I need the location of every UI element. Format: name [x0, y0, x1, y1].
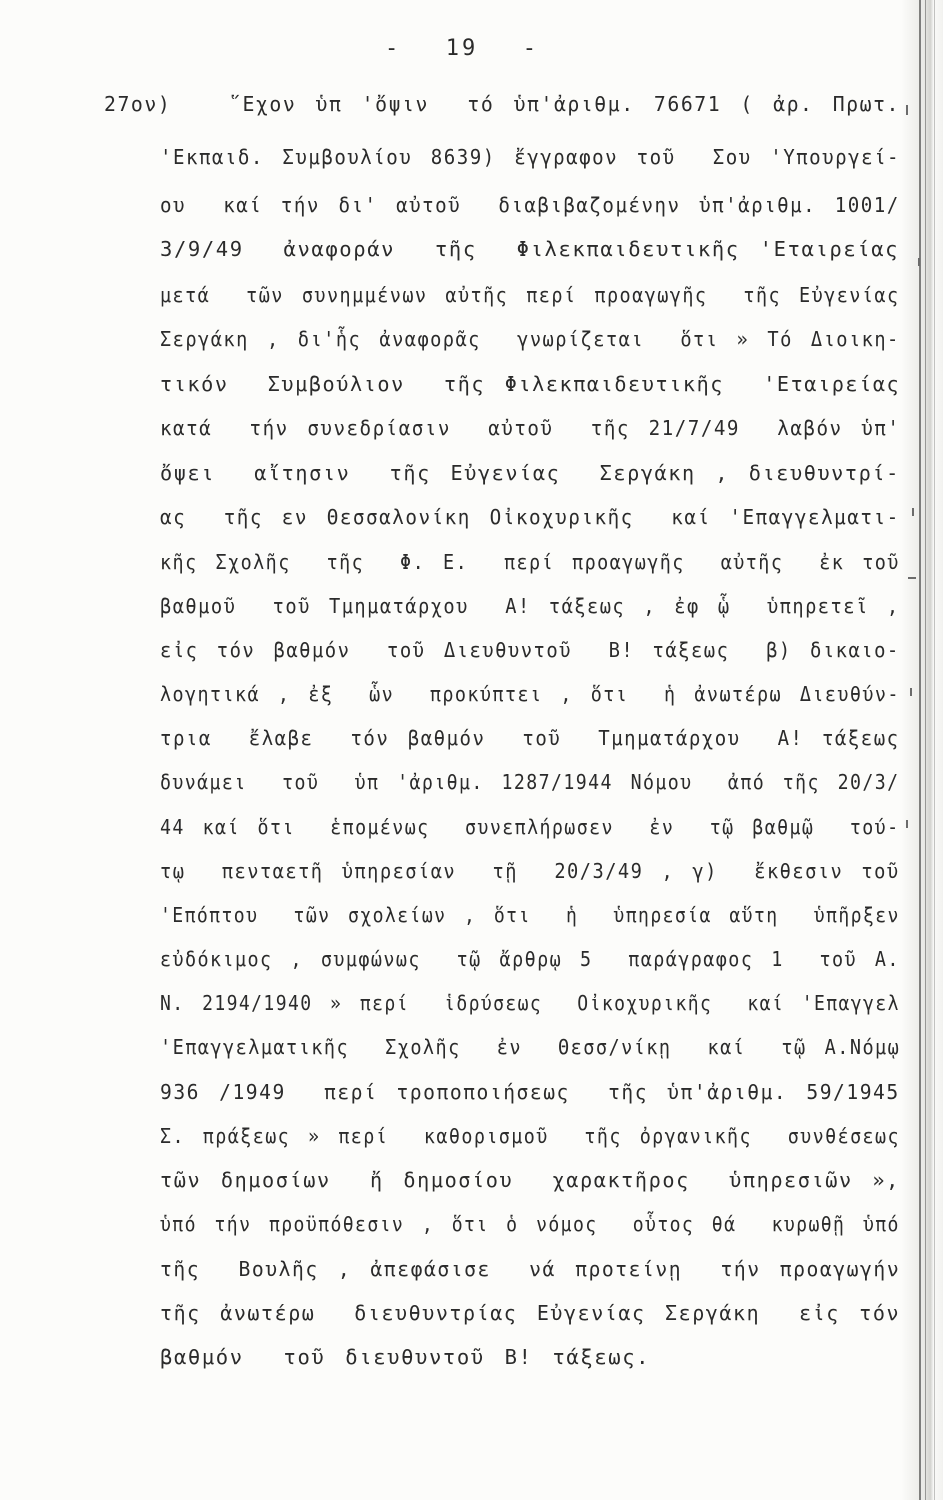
text-line-14: λογητικά , ἐξ ὧν προκύπτει , ὅτι ἡ ἀνωτέρω Διευθύν- — [160, 682, 900, 706]
text-line-7: τικόν Συμβούλιον τῆς Φιλεκπαιδευτικῆς 'Εταιρείας — [160, 372, 901, 396]
text-line-20: εὐδόκιμος , συμφώνως τῷ ἄρθρῳ 5 παράγραφος 1 τοῦ Α. — [160, 947, 900, 971]
text-line-12: βαθμοῦ τοῦ Τμηματάρχου Α! τάξεως , ἐφ ᾧ ὑπηρετεῖ , — [160, 594, 900, 618]
margin-tick — [910, 688, 912, 696]
text-line-27: τῆς Βουλῆς , ἀπεφάσισε νά προτείνῃ τήν προαγωγήν — [160, 1257, 901, 1281]
binding-line — [919, 0, 921, 1500]
text-line-6: Σεργάκη , δι'ἧς ἀναφορᾶς γνωρίζεται ὅτι » Τό Διοικη- — [160, 327, 900, 351]
margin-tick — [912, 508, 914, 516]
text-line-3: ου καί τήν δι' αὐτοῦ διαβιβαζομένην ὑπ'ἀριθμ. 1001/ — [160, 193, 900, 217]
text-line-8: κατά τήν συνεδρίασιν αὐτοῦ τῆς 21/7/49 λαβόν ὑπ' — [160, 416, 901, 440]
text-line-11: κῆς Σχολῆς τῆς Φ. Ε. περί προαγωγῆς αὐτῆς ἐκ τοῦ — [160, 550, 900, 574]
binding-edge — [901, 0, 943, 1500]
margin-tick — [908, 577, 916, 579]
text-line-2: 'Εκπαιδ. Συμβουλίου 8639) ἔγγραφον τοῦ Σου 'Υπουργεί- — [160, 145, 901, 169]
text-line-17: 44 καί ὅτι ἑπομένως συνεπλήρωσεν ἐν τῷ βαθμῷ τού- — [160, 815, 900, 839]
text-line-13: εἰς τόν βαθμόν τοῦ Διευθυντοῦ Β! τάξεως β) δικαιο- — [160, 638, 900, 662]
text-line-1: 27ον) ῞Εχον ὑπ 'ὄψιν τό ὑπ'ἀριθμ. 76671 ( ἀρ. Πρωτ. — [104, 92, 901, 116]
text-line-15: τρια ἔλαβε τόν βαθμόν τοῦ Τμηματάρχου Α! τάξεως — [160, 726, 900, 750]
binding-line — [934, 0, 935, 1500]
text-line-25: τῶν δημοσίων ἤ δημοσίου χαρακτῆρος ὑπηρεσιῶν », — [160, 1168, 900, 1192]
text-line-26: ὑπό τήν προϋπόθεσιν , ὅτι ὁ νόμος οὗτος θά κυρωθῇ ὑπό — [160, 1212, 900, 1236]
text-line-9: ὄψει αἴτησιν τῆς Εὐγενίας Σεργάκη , διευθυντρί- — [160, 461, 900, 485]
text-line-18: τῳ πενταετῆ ὑπηρεσίαν τῇ 20/3/49 , γ) ἔκθεσιν τοῦ — [160, 859, 900, 883]
page-number: - 19 - — [385, 36, 539, 61]
margin-tick — [906, 105, 908, 115]
text-line-23: 936 /1949 περί τροποποιήσεως τῆς ὑπ'ἀριθμ. 59/1945 — [160, 1080, 900, 1104]
text-line-5: μετά τῶν συνημμένων αὐτῆς περί προαγωγῆς τῆς Εὐγενίας — [160, 283, 900, 307]
text-line-24: Σ. πράξεως » περί καθορισμοῦ τῆς ὀργανικῆς συνθέσεως — [160, 1124, 900, 1148]
text-line-21: Ν. 2194/1940 » περί ἱδρύσεως Οἰκοχυρικῆς καί 'Επαγγελ — [160, 991, 900, 1015]
margin-tick — [906, 820, 908, 828]
text-line-22: 'Επαγγελματικῆς Σχολῆς ἐν Θεσσ/νίκῃ καί τῷ Α.Νόμῳ — [160, 1035, 901, 1059]
text-line-4: 3/9/49 ἀναφοράν τῆς Φιλεκπαιδευτικῆς 'Εταιρείας — [160, 237, 900, 261]
text-line-19: 'Επόπτου τῶν σχολείων , ὅτι ἡ ὑπηρεσία αὕτη ὑπῆρξεν — [160, 903, 900, 927]
text-line-28: τῆς ἀνωτέρω διευθυντρίας Εὐγενίας Σεργάκη εἰς τόν — [160, 1301, 901, 1325]
binding-line — [925, 0, 926, 1500]
margin-tick — [918, 258, 920, 266]
text-line-16: δυνάμει τοῦ ὑπ 'ἀριθμ. 1287/1944 Νόμου ἀπό τῆς 20/3/ — [160, 770, 900, 794]
text-line-10: ας τῆς εν Θεσσαλονίκη Οἰκοχυρικῆς καί 'Επαγγελματι- — [160, 505, 900, 529]
text-line-29: βαθμόν τοῦ διευθυντοῦ Β! τάξεως. — [160, 1345, 651, 1369]
